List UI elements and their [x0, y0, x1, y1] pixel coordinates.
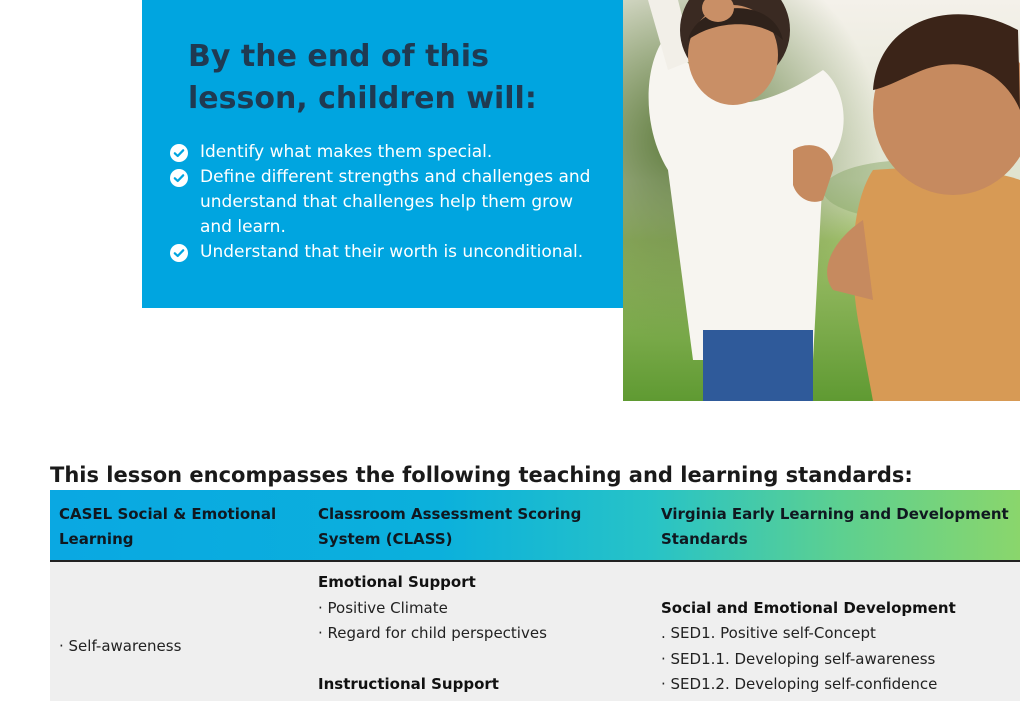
class-emotional-item: · Regard for child perspectives: [318, 624, 547, 642]
standards-heading: This lesson encompasses the following teaching and learning standards:: [50, 463, 913, 487]
class-emotional-heading: Emotional Support: [318, 573, 476, 591]
column-header-casel: CASEL Social & Emotional Learning: [59, 505, 277, 548]
column-header-virginia: Virginia Early Learning and Development Standards: [661, 505, 1009, 548]
table-row: [50, 562, 1020, 701]
objective-item: [170, 165, 600, 240]
objective-text: Understand that their worth is unconditional.: [200, 242, 584, 262]
virginia-item: . SED1. Positive self-Concept: [661, 624, 876, 642]
check-circle-icon: [170, 244, 188, 262]
objectives-title: By the end of this lesson, children will:: [188, 39, 537, 116]
standards-table: [50, 490, 1020, 701]
objective-item: [170, 240, 600, 265]
column-header-class: Classroom Assessment Scoring System (CLASS): [318, 505, 582, 548]
objective-text: Identify what makes them special.: [200, 142, 493, 162]
table-header: [50, 490, 1020, 562]
check-circle-icon: [170, 169, 188, 187]
objective-text: Define different strengths and challenges and understand that challenges help them grow and learn.: [200, 167, 591, 237]
virginia-heading: Social and Emotional Development: [661, 599, 956, 617]
class-emotional-item: · Positive Climate: [318, 599, 448, 617]
check-circle-icon: [170, 144, 188, 162]
children-playing-photo: [623, 0, 1020, 401]
casel-item: · Self-awareness: [59, 637, 182, 655]
objective-item: [170, 140, 600, 165]
class-instructional-heading: Instructional Support: [318, 675, 499, 693]
objectives-panel: [142, 0, 638, 308]
photo-illustration: [623, 0, 1020, 401]
virginia-item: · SED1.2. Developing self-confidence: [661, 675, 938, 693]
objectives-list: [170, 140, 600, 265]
virginia-item: · SED1.1. Developing self-awareness: [661, 650, 936, 668]
